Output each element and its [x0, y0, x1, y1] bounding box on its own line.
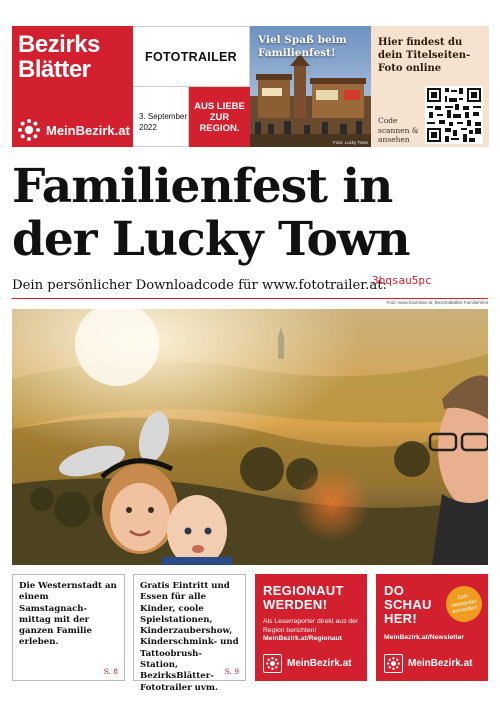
main-photo	[12, 309, 488, 565]
newsletter-badge[interactable]: Zum Newsletter anmelden!	[443, 583, 485, 625]
info-box-program[interactable]	[133, 574, 246, 693]
meinbezirk-sun-icon	[17, 118, 41, 142]
qr-code-icon[interactable]	[425, 86, 483, 144]
newsletter-promo[interactable]	[376, 574, 488, 681]
slogan: AUS LIEBE ZUR REGION.	[189, 87, 250, 147]
portal-name: MeinBezirk.at	[46, 122, 130, 138]
teaser-photo	[250, 26, 371, 147]
teaser-photo-credit: Foto: Lucky Town	[333, 140, 368, 145]
portal-name: MeinBezirk.at	[408, 658, 473, 669]
portal-logo	[263, 654, 351, 673]
qr-code-graphic	[425, 86, 483, 144]
info-box-westernstadt[interactable]	[12, 574, 125, 681]
qr-hint: Code scannen & ansehen	[378, 116, 419, 144]
qr-promo-block	[371, 26, 489, 147]
portal-logo	[17, 118, 130, 142]
portal-logo	[384, 654, 472, 673]
info-box-text: Die Westernstadt an einem Samstagnach-mittag mit der ganzen Familie erleben.	[19, 581, 117, 648]
main-photo-credit: Foto: www.fototrailer.at, BezirksBlätter Familienfest	[386, 300, 488, 305]
brand-name	[18, 32, 100, 82]
download-code[interactable]: 3bqsau5pc	[372, 274, 432, 287]
headline-divider	[12, 298, 488, 299]
qr-promo-text: Hier findest du dein Titelseiten-Foto online	[378, 37, 471, 74]
teaser-caption: Viel Spaß beim Familienfest!	[258, 34, 347, 59]
main-headline: Familienfest in der Lucky Town	[12, 159, 410, 267]
newsletter-link[interactable]: MeinBezirk.at/Newsletter	[384, 634, 465, 641]
regionaut-text	[263, 618, 363, 644]
regionaut-link[interactable]: MeinBezirk.at/Regionaut	[263, 635, 342, 642]
regionaut-title: REGIONAUT WERDEN!	[263, 583, 344, 612]
family-photo-illustration	[12, 309, 488, 565]
newsletter-text	[384, 634, 484, 643]
meinbezirk-sun-icon	[263, 654, 282, 673]
download-code-label: Dein persönlicher Downloadcode für www.fototrailer.at:	[12, 278, 387, 293]
meinbezirk-sun-icon	[384, 654, 403, 673]
newsletter-title: DO SCHAU HER!	[384, 583, 432, 626]
page-reference: S. 8	[103, 667, 118, 676]
issue-date: 3. September 2022	[133, 87, 189, 147]
brand-logo-block	[12, 26, 133, 147]
product-title: FOTOTRAILER	[145, 49, 237, 64]
info-box-text: Gratis Eintritt und Essen für alle Kinder, coole Spielstationen, Kinderzaubershow, Kinderschmink- und Tattoobrush-Station, BezirksBlätter-Fototrailer uvm.	[140, 581, 239, 693]
brand-name-line2: Blätter	[18, 56, 91, 83]
brand-name-line1: Bezirks	[18, 31, 100, 58]
regionaut-promo[interactable]	[255, 574, 367, 681]
product-title-block	[133, 26, 250, 87]
portal-name: MeinBezirk.at	[287, 658, 352, 669]
page-reference: S. 9	[224, 667, 239, 676]
regionaut-subtext: Als Leserreporter direkt aus der Region berichten!	[263, 618, 359, 634]
